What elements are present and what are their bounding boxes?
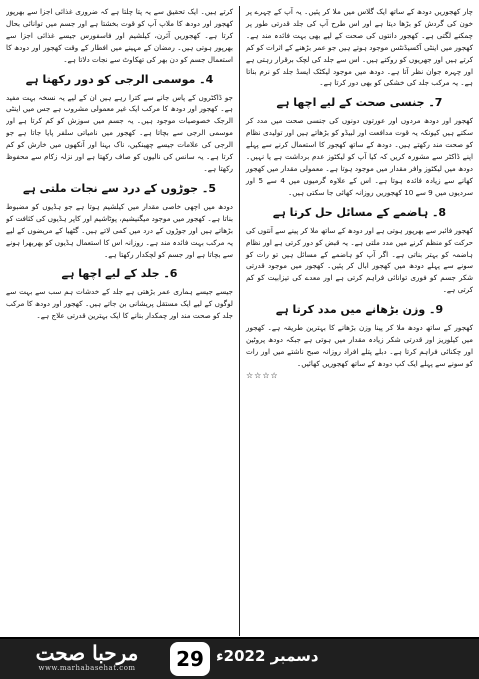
magazine-logo: [12, 642, 162, 672]
section-heading-allergy: 4۔ موسمی الرجی کو دور رکھتا ہے: [25, 72, 214, 86]
section-text-digestion: کھجور فائبر سے بھرپور ہوتی ہے اور دودھ کے ساتھ ملا کر پینے سے آنتوں کی حرکت کو منظم کرنے میں مدد ملتی ہے۔ یہ قبض کو دور کرتی ہے اور نظام ہاضمہ کو بہتر بناتی ہے۔ اگر آپ کو ہاضمے کے مسائل ہیں تو رات کو سونے سے پہلے دودھ میں کھجور ابال کر پئیں۔ کھجور میں موجود قدرتی شکر جسم کو فوری توانائی فراہم کرتی ہے اور معدے کی تیزابیت کو کم کرتی ہے۔: [246, 225, 473, 295]
section-text-sexual-health: کھجور اور دودھ مردوں اور عورتوں دونوں کی جنسی صحت میں مدد کر سکتے ہیں کیونکہ یہ قوت مدافعت اور لبیڈو کو بڑھاتے ہیں اور تولیدی نظام کو صحت مند رکھتے ہیں۔ دودھ کے ساتھ کھجور کا استعمال کرنے سے پہلے اپنے ڈاکٹر سے مشورہ کریں کہ کیا آپ کو لیکٹوز عدم برداشت ہے یا نہیں۔ دودھ میں لیکٹوز وافر مقدار میں موجود ہوتا ہے۔ معمولی مقدار میں کھجور کھانے سے زیادہ فائدہ ہوتا ہے۔ اس کے علاوہ گرمیوں میں 4 سے 5 اور سردیوں میں 9 سے 10 کھجوریں روزانہ کھائی جا سکتی ہیں۔: [246, 116, 473, 197]
end-stars: ☆☆☆☆: [246, 370, 279, 380]
article-columns: [6, 6, 473, 636]
article-column-left: [6, 6, 239, 636]
article-column-right: [240, 6, 473, 636]
section-heading-sexual-health: 7۔ جنسی صحت کے لیے اچھا ہے: [276, 96, 443, 110]
column-intro-text: کرتے ہیں۔ ایک تحقیق سے یہ پتا چلتا ہے کہ ضروری غذائی اجزا سے بھرپور کھجور اور دودھ کا ملاپ آپ کو قوت بخشتا ہے اور جسم میں توانائی بحال کرتا ہے۔ کھجوریں آئرن، کیلشیم اور فاسفورس جیسے غذائی اجزا سے بھرپور ہوتی ہیں۔ رمضان کے مہینے میں افطار کے وقت کھجور اور دودھ کا استعمال جسم کو دن بھر کی تھکاوٹ سے نجات دلاتا ہے۔: [6, 7, 233, 64]
section-heading-digestion: 8۔ ہاضمے کے مسائل حل کرتا ہے: [272, 205, 447, 219]
section-text-skin: جیسے جیسے ہماری عمر بڑھتی ہے جلد کے خدشات ہم سب سے بہت سے لوگوں کے لیے ایک مستقل پریشانی بن جاتے ہیں۔ کھجور اور دودھ کا مرکب جلد کو صحت مند اور چمکدار بنانے کا ایک بہترین قدرتی علاج ہے۔: [6, 287, 233, 321]
issue-date: دسمبر 2022ء: [216, 647, 319, 665]
section-text-allergy: جو ڈاکٹروں کے پاس جانے سے کترا رہے ہیں ان کے لیے یہ نسخہ بہت مفید ہے۔ کھجور اور دودھ کا مرکب ایک غیر معمولی مشروب ہے جس میں اینٹی الرجک خصوصیات موجود ہیں۔ یہ جسم میں سوزش کو کم کرتا ہے اور موسمی الرجی سے بچاتا ہے۔ کھجور میں نامیاتی سلفر پایا جاتا ہے جو الرجی کی علامات جیسے چھینکیں، ناک بہنا اور آنکھوں میں خارش کو کم کرتا ہے۔ یہ سانس کی نالیوں کو صاف رکھتا ہے اور نزلہ زکام سے محفوظ رکھتا ہے۔: [6, 92, 233, 173]
page-footer: [0, 637, 479, 679]
section-text-weight-gain: کھجور کے ساتھ دودھ ملا کر پینا وزن بڑھانے کا بہترین طریقہ ہے۔ کھجور میں کیلوریز اور قدرتی شکر زیادہ مقدار میں ہوتی ہے جبکہ دودھ پروٹین اور چکنائی فراہم کرتا ہے۔ دبلے پتلے افراد روزانہ صبح ناشتے میں اور رات کو سونے سے پہلے ایک کپ دودھ کے ساتھ کھجوریں کھائیں۔: [246, 323, 473, 368]
section-heading-skin: 6۔ جلد کے لیے اچھا ہے: [61, 267, 178, 281]
magazine-url: www.marhabasehat.com: [38, 664, 136, 672]
section-heading-joint-pain: 5۔ جوڑوں کے درد سے نجات ملتی ہے: [22, 181, 217, 195]
page-number: 29: [170, 642, 210, 676]
section-text-joint-pain: دودھ میں اچھی خاصی مقدار میں کیلشیم ہوتا ہے جو ہڈیوں کو مضبوط بناتا ہے۔ کھجور میں موجود میگنیشیم، پوٹاشیم اور کاپر ہڈیوں کی کثافت کو بڑھاتے ہیں اور جوڑوں کے درد میں کمی لاتے ہیں۔ گٹھیا کے مریضوں کے لیے یہ مرکب بہت فائدہ مند ہے۔ روزانہ اس کا استعمال ہڈیوں کو بھربھرا ہونے سے بچاتا ہے اور جسم کو لچکدار رکھتا ہے۔: [6, 201, 233, 259]
column-intro-text: چار کھجوریں دودھ کے ساتھ ایک گلاس میں ملا کر پئیں۔ یہ آپ کے چہرے پر خون کی گردش کو بڑھا دیتا ہے اور اس طرح آپ کی جلد قدرتی طور پر چمکنے لگتی ہے۔ کھجور دانتوں کی صحت کے لیے بھی بہت فائدہ مند ہے۔ کھجور میں اینٹی آکسیڈنٹس موجود ہوتے ہیں جو عمر بڑھنے کے اثرات کو کم کرتے ہیں اور جھریوں کو روکتے ہیں۔ اس سے جلد کی لچک برقرار رہتی ہے اور چہرہ جوان نظر آتا ہے۔ دودھ میں موجود لیکٹک ایسڈ جلد کو نرم بناتا ہے۔ یہ مرکب جلد کی خشکی کو بھی دور کرتا ہے۔: [246, 7, 473, 88]
section-heading-weight-gain: 9۔ وزن بڑھانے میں مدد کرتا ہے: [275, 303, 444, 317]
magazine-name: مرحبا صحت: [35, 641, 139, 665]
